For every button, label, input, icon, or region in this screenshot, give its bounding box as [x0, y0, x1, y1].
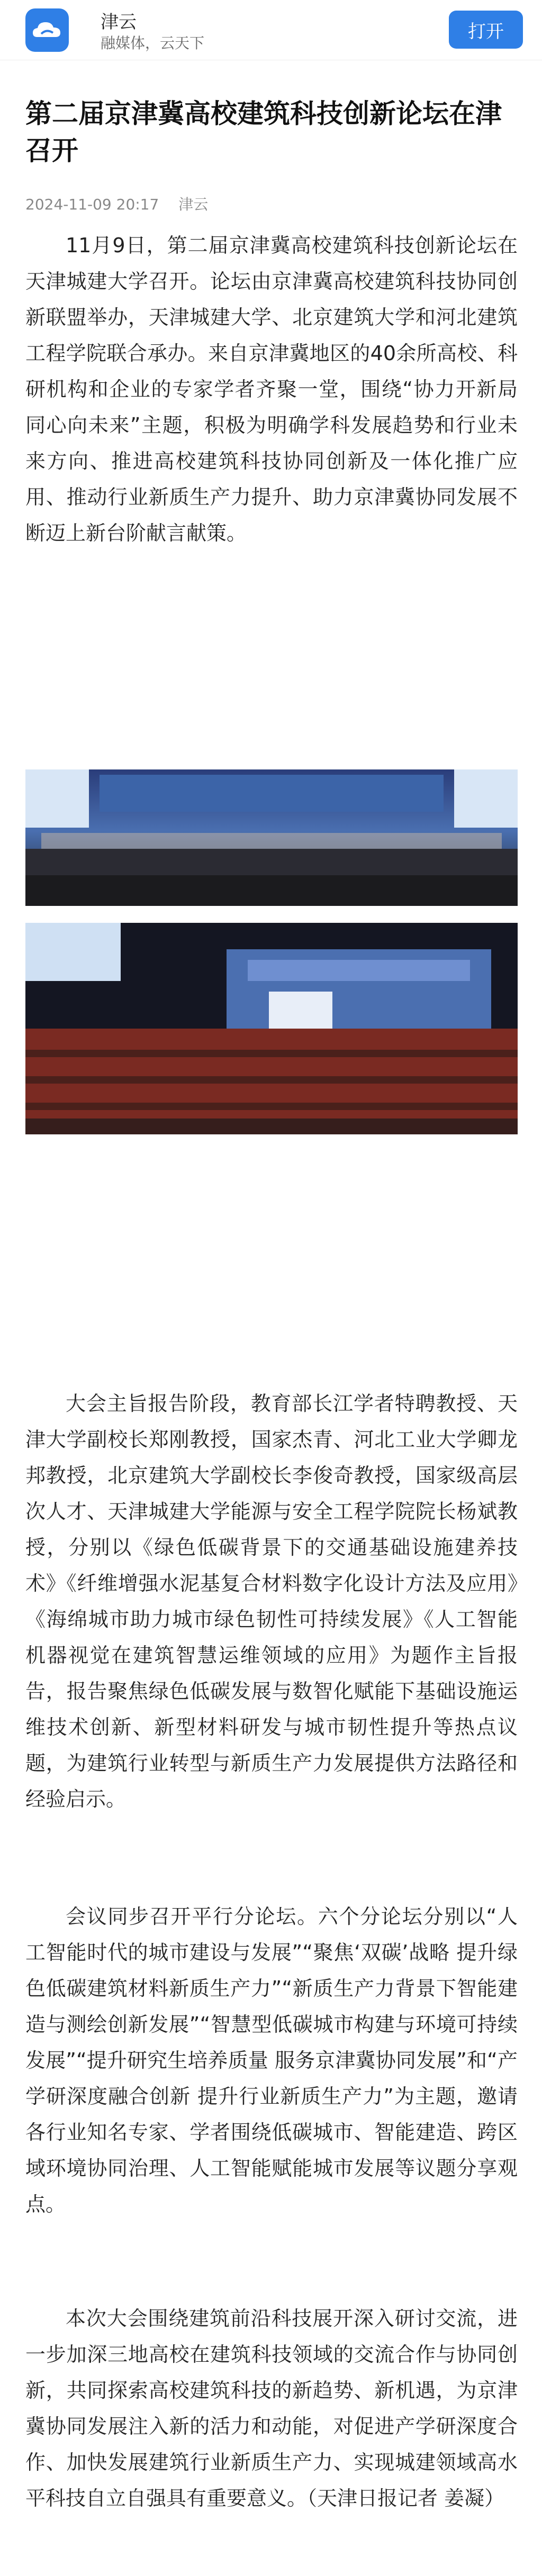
- forum-venue-photo[interactable]: [25, 923, 518, 1134]
- paragraph: 大会主旨报告阶段，教育部长江学者特聘教授、天津大学副校长郑刚教授，国家杰青、河北工业大学卿龙邦教授，北京建筑大学副校长李俊奇教授，国家级高层次人才、天津城建大学能源与安全工程学院院长杨斌教授，分别以《绿色低碳背景下的交通基础设施建养技术》《纤维增强水泥基复合材料数字化设计方法及应用》《海绵城市助力城市绿色韧性可持续发展》《人工智能机器视觉在建筑智慧运维领域的应用》为题作主旨报告，报告聚焦绿色低碳发展与数智化赋能下基础设施运维技术创新、新型材料研发与城市韧性提升等热点议题，为建筑行业转型与新质生产力发展提供方法路径和经验启示。: [25, 1392, 518, 1811]
- paragraph: 本次大会围绕建筑前沿科技展开深入研讨交流，进一步加深三地高校在建筑科技领域的交流合作与协同创新，共同探索高校建筑科技的新趋势、新机遇，为京津冀协同发展注入新的活力和动能，对促进产学研深度合作、加快发展建筑行业新质生产力、实现城建领域高水平科技自立自强具有重要意义。（天津日报记者 姜凝）: [25, 2307, 518, 2510]
- article-meta: [25, 193, 208, 214]
- article-source: 津云: [178, 196, 209, 213]
- article-title: 第二届京津冀高校建筑科技创新论坛在津召开: [25, 98, 502, 166]
- open-app-button[interactable]: 打开: [449, 11, 523, 49]
- cloud-logo-icon[interactable]: [25, 8, 69, 52]
- app-slogan: 融媒体，云天下: [101, 34, 205, 52]
- app-banner: [0, 0, 542, 60]
- app-name: 津云: [101, 12, 137, 33]
- forum-group-photo[interactable]: [25, 769, 518, 906]
- paragraph: 会议同步召开平行分论坛。六个分论坛分别以“人工智能时代的城市建设与发展”“聚焦‘双碳’战略 提升绿色低碳建筑材料新质生产力”“新质生产力背景下智能建造与测绘创新发展”“智慧型低碳城市构建与环境可持续发展”“提升研究生培养质量 服务京津冀协同发展”和“产学研深度融合创新 提升行业新质生产力”为主题，邀请各行业知名专家、学者围绕低碳城市、智能建造、跨区域环境协同治理、人工智能赋能城市发展等议题分享观点。: [25, 1905, 518, 2216]
- publish-date: 2024-11-09 20:17: [25, 196, 159, 213]
- paragraph: 11月9日，第二届京津冀高校建筑科技创新论坛在天津城建大学召开。论坛由京津冀高校建筑科技协同创新联盟举办，天津城建大学、北京建筑大学和河北建筑工程学院联合承办。来自京津冀地区的40余所高校、科研机构和企业的专家学者齐聚一堂，围绕“协力开新局 同心向未来”主题，积极为明确学科发展趋势和行业未来方向、推进高校建筑科技协同创新及一体化推广应用、推动行业新质生产力提升、助力京津冀协同发展不断迈上新台阶献言献策。: [25, 234, 518, 545]
